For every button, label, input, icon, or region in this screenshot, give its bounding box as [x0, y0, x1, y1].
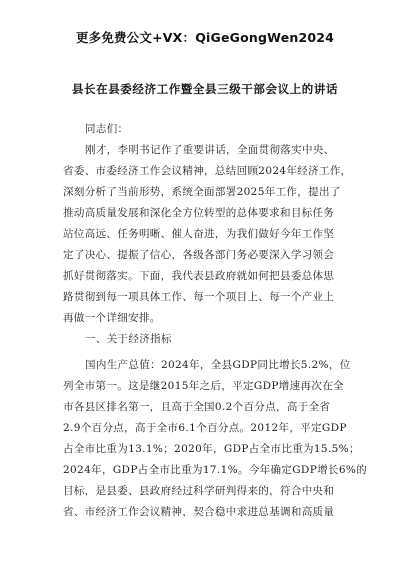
paragraph-line: 占全市比重为13.1%；2020年，GDP占全市比重为15.5%；	[63, 443, 360, 455]
paragraph-line: 推动高质量发展和深化全方位转型的总体要求和目标任务	[63, 207, 335, 219]
watermark-header: 更多免费公文+VX：QiGeGongWen2024	[75, 30, 335, 45]
paragraph-line: 站位高远、任务明晰、催人奋进，为我们做好今年工作坚	[63, 228, 335, 240]
paragraph-line: 目标，是县委、县政府经过科学研判得来的，符合中央和	[63, 485, 335, 497]
paragraph-line: 省委、市委经济工作会议精神，总结回顾2024年经济工作，	[63, 165, 352, 177]
paragraph-line: 2024年，GDP占全市比重为17.1%。今年确定GDP增长6%的	[63, 464, 368, 476]
paragraph-line: 国内生产总值：2024年，全县GDP同比增长5.2%，位	[85, 359, 351, 371]
paragraph-line: 抓好贯彻落实。下面，我代表县政府就如何把县委总体思	[63, 270, 335, 282]
paragraph-line: 省、市经济工作会议精神，契合稳中求进总基调和高质量	[63, 506, 335, 518]
paragraph-line: 深刻分析了当前形势，系统全面部署2025年工作，提出了	[63, 186, 341, 198]
document-title: 县长在县委经济工作暨全县三级干部会议上的讲话	[71, 82, 339, 96]
paragraph-line: 刚才，李明书记作了重要讲话，全面贯彻落实中央、	[85, 144, 335, 156]
paragraph-line: 市各县区排名第一，且高于全国0.2个百分点，高于全省	[63, 401, 331, 413]
paragraph-line: 列全市第一。这是继2015年之后，平定GDP增速再次在全	[63, 380, 344, 392]
paragraph-line: 定了决心、提振了信心，各级各部门务必要深入学习领会	[63, 249, 335, 261]
paragraph-line: 2.9个百分点，高于全市6.1个百分点。2012年，平定GDP	[63, 422, 347, 434]
paragraph-line: 路贯彻到每一项具体工作、每一个项目上、每一个产业上	[63, 291, 335, 303]
salutation: 同志们：	[85, 123, 129, 135]
section-heading: 一、关于经济指标	[85, 333, 172, 345]
paragraph-line: 再做一个详细安排。	[63, 312, 161, 324]
